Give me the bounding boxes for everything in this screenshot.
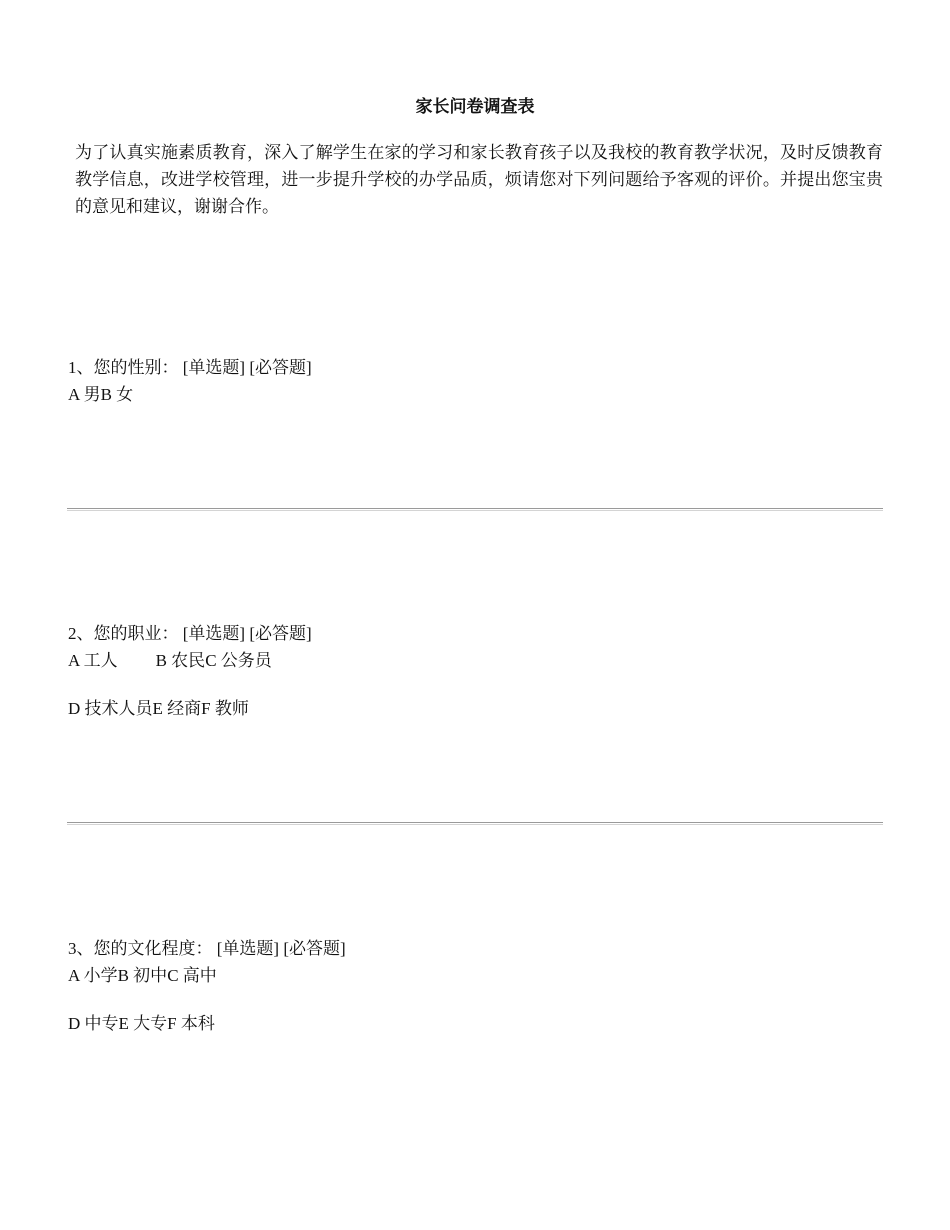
option-a[interactable]: A 男 [68, 385, 101, 404]
option-f[interactable]: F 教师 [201, 699, 249, 718]
question-label: 3、您的文化程度： [68, 939, 213, 958]
option-row [68, 962, 883, 989]
question-3-title [68, 935, 883, 962]
option-d[interactable]: D 中专 [68, 1014, 119, 1033]
option-row [68, 647, 883, 674]
option-f[interactable]: F 本科 [167, 1014, 215, 1033]
section-divider [67, 508, 883, 511]
question-label: 1、您的性别： [68, 358, 179, 377]
option-d[interactable]: D 技术人员 [68, 699, 153, 718]
question-1-title [68, 354, 883, 381]
option-row [68, 381, 883, 408]
question-2-title [68, 620, 883, 647]
question-2 [68, 620, 883, 722]
question-type-tag: [单选题] [216, 939, 280, 958]
question-required-tag: [必答题] [249, 624, 312, 643]
option-row [68, 1010, 883, 1037]
option-a[interactable]: A 工人 [68, 651, 118, 670]
document-title: 家长问卷调查表 [415, 97, 535, 116]
option-c[interactable]: C 公务员 [205, 651, 272, 670]
question-type-tag: [单选题] [182, 358, 246, 377]
question-required-tag: [必答题] [283, 939, 346, 958]
question-label: 2、您的职业： [68, 624, 179, 643]
option-a[interactable]: A 小学 [68, 966, 118, 985]
option-c[interactable]: C 高中 [167, 966, 217, 985]
question-1 [68, 354, 883, 408]
option-row [68, 695, 883, 722]
intro-paragraph: 为了认真实施素质教育，深入了解学生在家的学习和家长教育孩子以及我校的教育教学状况，及时反馈教育教学信息，改进学校管理，进一步提升学校的办学品质，烦请您对下列问题给予客观的评价。并提出您宝贵的意见和建议，谢谢合作。 [75, 143, 883, 216]
option-b[interactable]: B 初中 [117, 966, 168, 985]
question-type-tag: [单选题] [182, 624, 246, 643]
section-divider [67, 822, 883, 825]
question-3 [68, 935, 883, 1037]
option-b[interactable]: B 女 [100, 385, 134, 404]
option-e[interactable]: E 大专 [118, 1014, 168, 1033]
option-e[interactable]: E 经商 [152, 699, 202, 718]
question-required-tag: [必答题] [249, 358, 312, 377]
option-b[interactable]: B 农民 [155, 651, 206, 670]
